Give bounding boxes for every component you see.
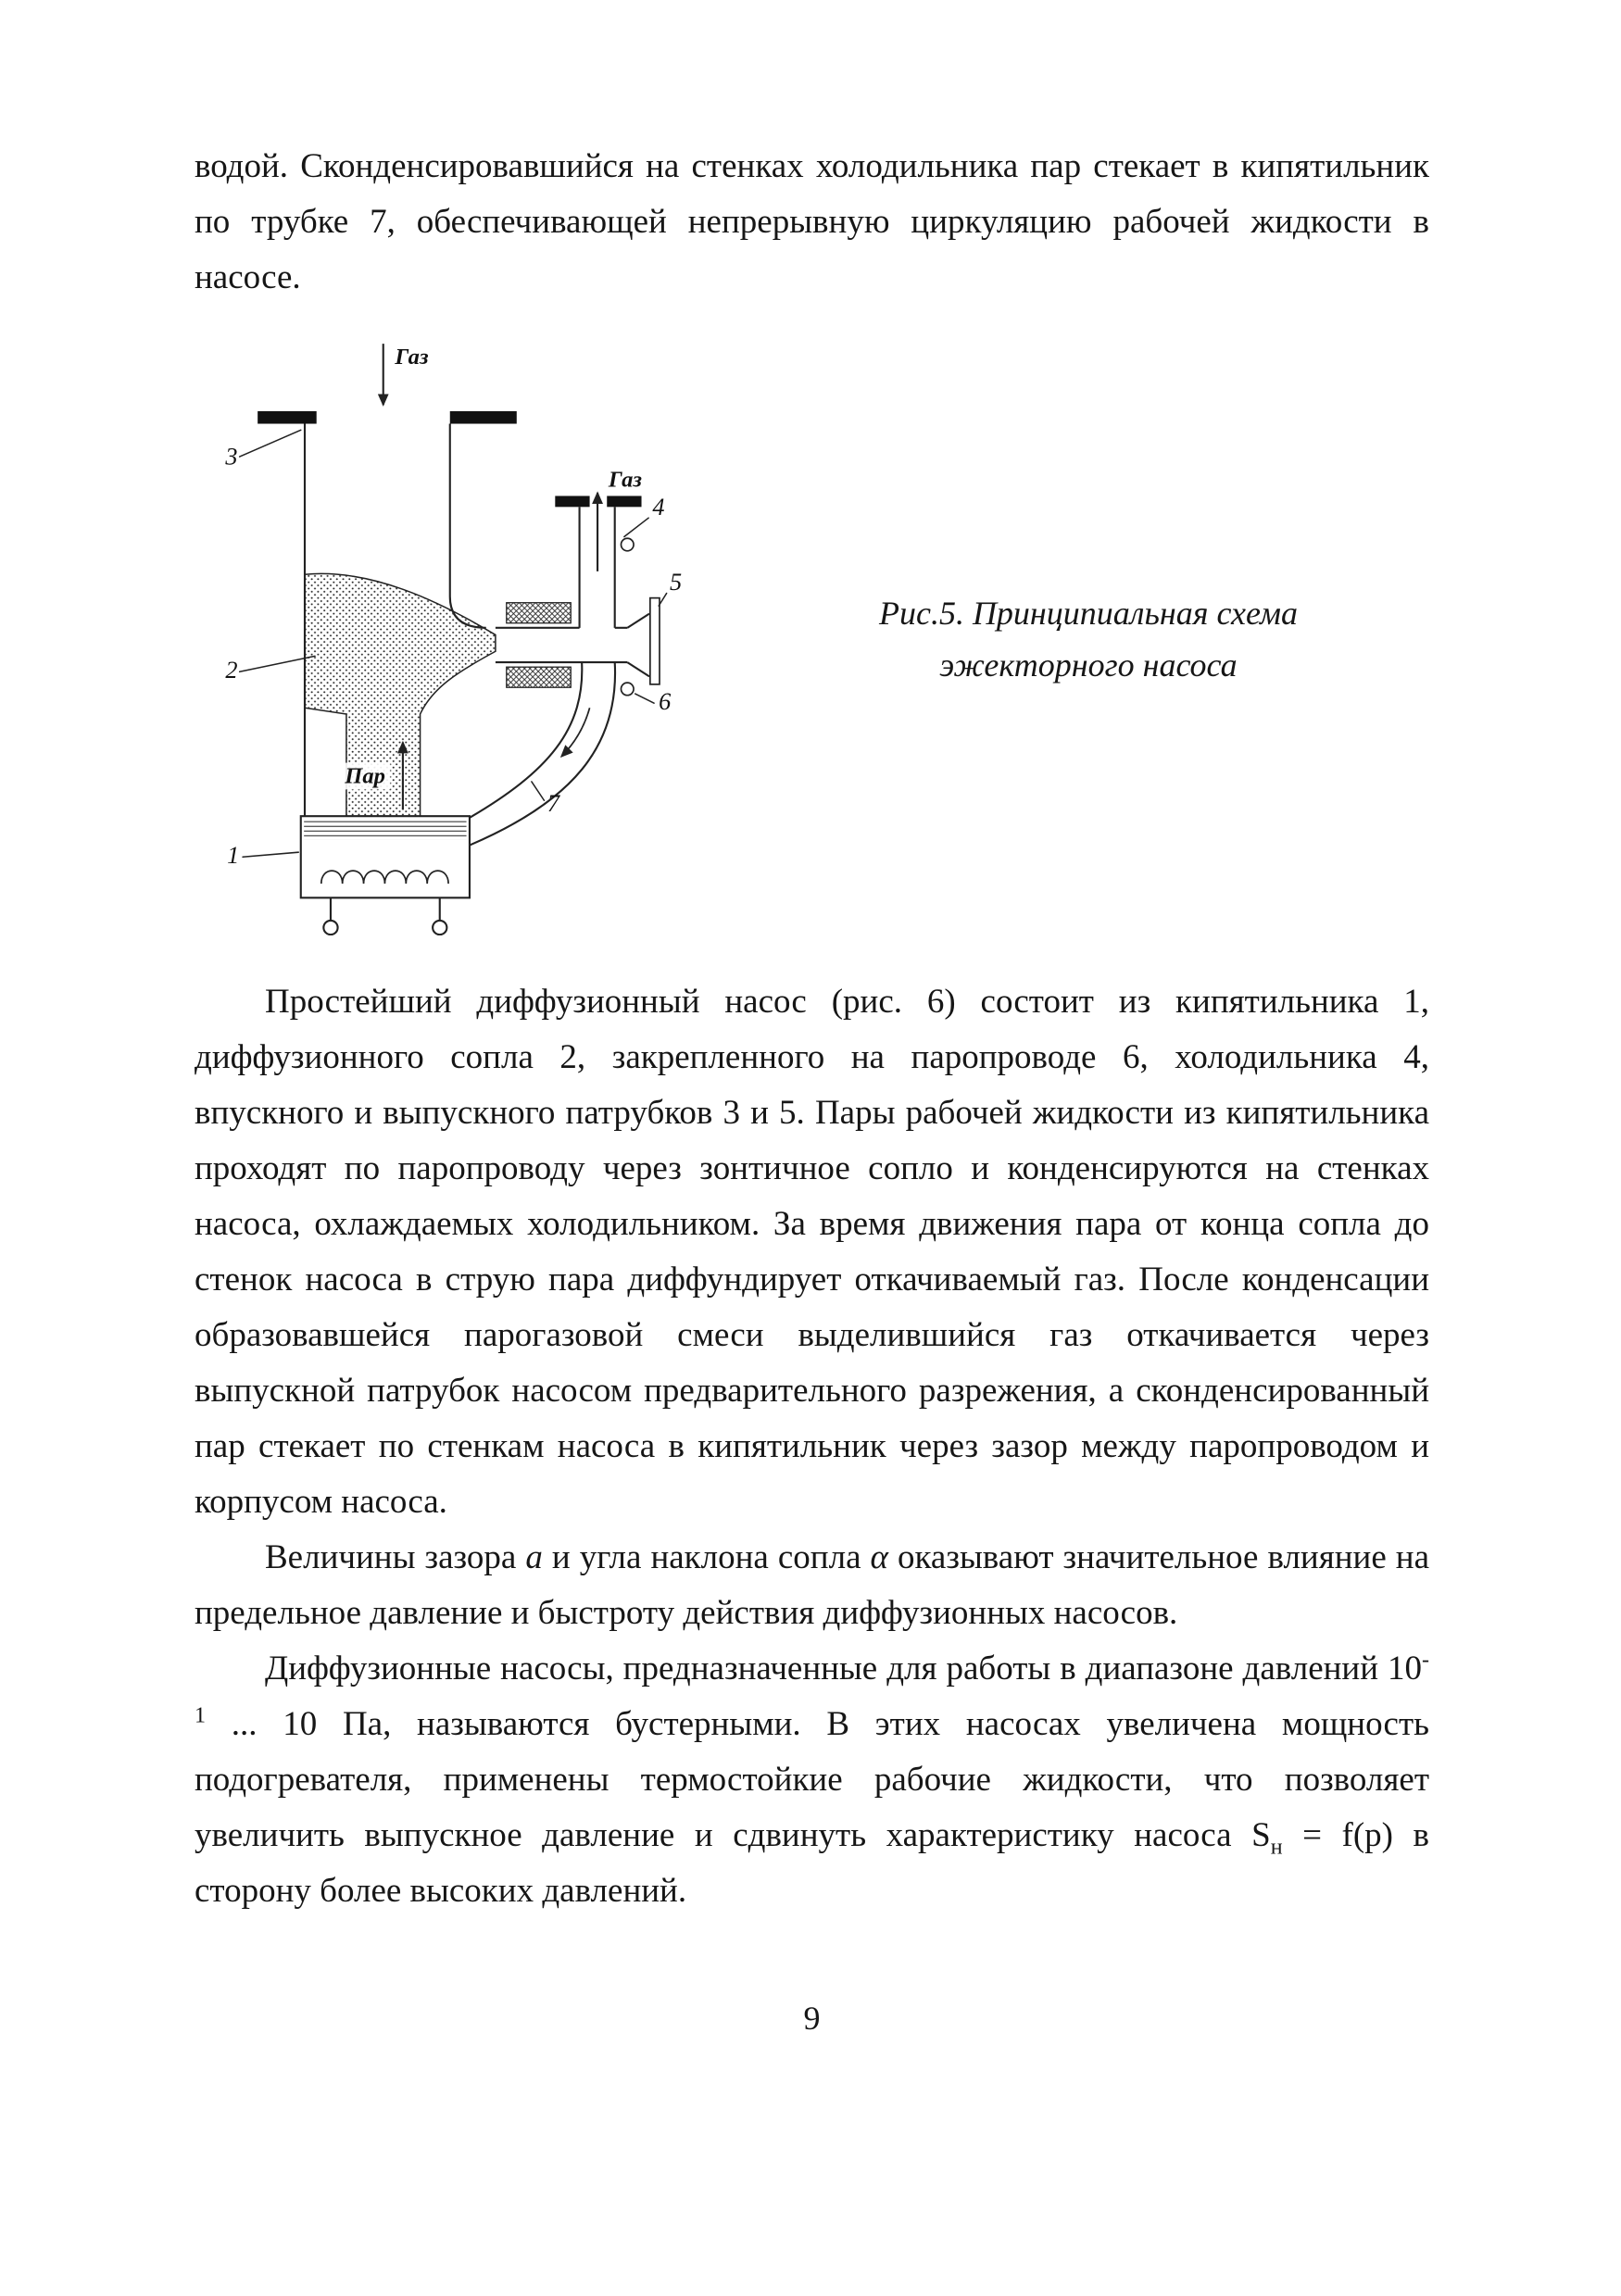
- vapor-label: Пар: [345, 763, 385, 789]
- intro-paragraph: водой. Сконденсировавшийся на стенках холодильника пар стекает в кипятильник по трубке 7, обеспечивающей непрерывную циркуляцию рабочей жидкости в насосе.: [195, 147, 1429, 296]
- gas-outlet-label: Газ: [608, 467, 643, 493]
- label-5-plate: 5: [670, 569, 683, 596]
- text-column: [195, 139, 1429, 2038]
- subscript-n: н: [1270, 1835, 1283, 1860]
- page-number: 9: [803, 2000, 821, 2037]
- label-4-cooler: 4: [652, 493, 665, 521]
- return-tube: [470, 662, 615, 845]
- label-1-boiler: 1: [227, 842, 240, 870]
- label-3-inlet-wall: 3: [225, 443, 238, 470]
- figure-5: [195, 339, 1429, 950]
- body-paragraph-2: [195, 1530, 1429, 1641]
- p3-text-1: Диффузионные насосы, предназначенные для работы в диапазоне давлений 10: [265, 1650, 1422, 1687]
- body-paragraph-1: Простейший диффузионный насос (рис. 6) состоит из кипятильника 1, диффузионного сопла 2, закрепленного на паропроводе 6, холодильника 4, впускного и выпускного патрубков 3 и 5. Пары рабочей жидкости из кипятильника проходят по паропроводу через зонтичное сопло и конденсируются на стенках насоса, охлаждаемых холодильником. За время движения пара от конца сопла до стенок насоса в струю пара диффундирует откачиваемый газ. После конденсации образовавшейся парогазовой смеси выделившийся газ откачивается через выпускной патрубок насосом предварительного разрежения, а сконденсированный пар стекает по стенкам насоса в кипятильник через зазор между паропроводом и корпусом насоса.: [195, 983, 1429, 1521]
- figure-caption-line1: Рис.5. Принципиальная схема: [878, 595, 1299, 632]
- exponent-minus-1: -1: [195, 1648, 1429, 1728]
- gas-inlet-label: Газ: [395, 345, 429, 370]
- vapor-nozzle: [305, 573, 496, 816]
- gap-variable-a: а: [525, 1538, 543, 1576]
- ejector-pump-diagram: [222, 339, 685, 935]
- p2-text-3: оказывают значительное влияние на предельное давление и быстроту действия диффузионных насосов.: [195, 1538, 1430, 1632]
- gas-outlet-assembly: [555, 467, 660, 695]
- label-2-nozzle: 2: [225, 657, 238, 684]
- p3-text-3: = f(p) в сторону более высоких давлений.: [195, 1816, 1429, 1910]
- boiler: [301, 816, 470, 935]
- alpha-symbol: α: [870, 1538, 888, 1576]
- p2-text-1: Величины зазора: [265, 1538, 526, 1576]
- label-7-return-tube: 7: [547, 790, 559, 818]
- gas-inlet-arrow: [383, 344, 429, 405]
- label-6-ejector-nozzle: 6: [659, 687, 672, 715]
- p2-text-2: и угла наклона сопла: [542, 1538, 871, 1576]
- figure-caption: [843, 587, 1334, 691]
- body-paragraph-3: [195, 1641, 1429, 1919]
- p3-text-2: ... 10 Па, называются бустерными. В этих насосах увеличена мощность подогревателя, применены термостойкие рабочие жидкости, что позволяет увеличить выпускное давление и сдвинуть характеристику насоса S: [195, 1705, 1429, 1854]
- figure-caption-line2: эжекторного насоса: [939, 646, 1238, 684]
- cooler-jacket: [507, 603, 571, 688]
